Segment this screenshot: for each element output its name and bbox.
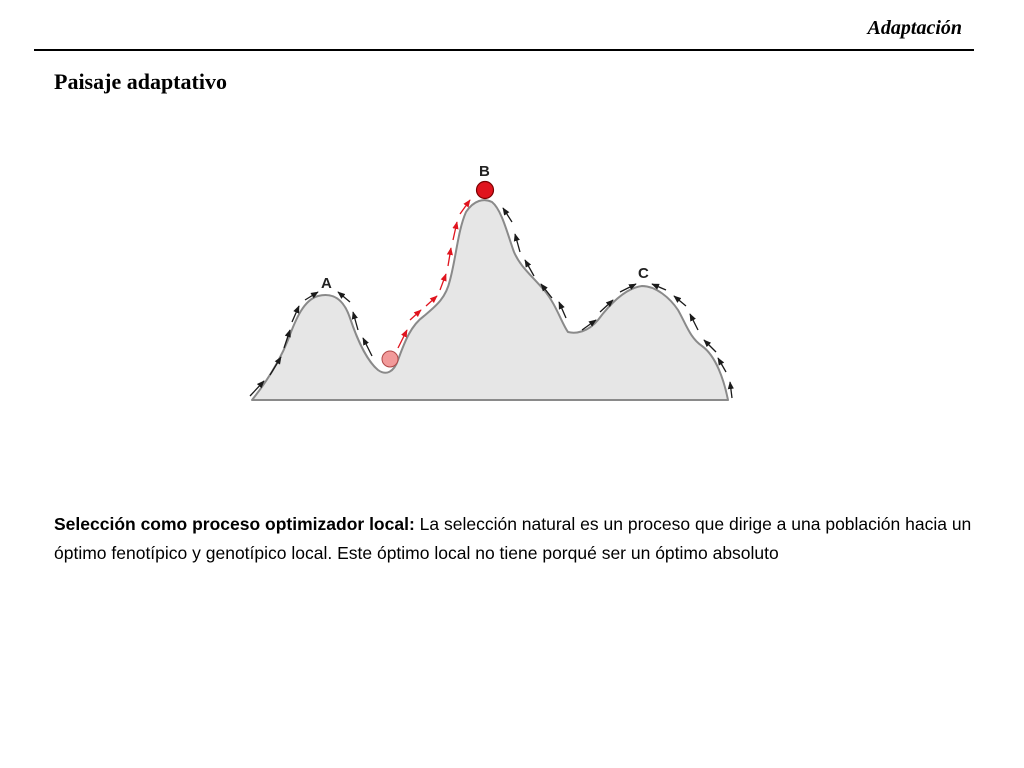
arrow-c-right-2 xyxy=(674,296,686,306)
adaptive-landscape-figure xyxy=(240,150,740,410)
body-text: La selección natural es un proceso que dirige a una población hacia un óptimo fenotípico y genotípico local. Este óptimo local no tiene porqué ser un óptimo absoluto xyxy=(54,514,972,563)
population-start-marker xyxy=(382,351,398,367)
arrow-b-right-1 xyxy=(503,208,512,222)
peak-label-c: C xyxy=(638,265,649,282)
slide-title: Paisaje adaptativo xyxy=(54,69,227,94)
body-lead: Selección como proceso optimizador local: xyxy=(54,514,415,534)
header-title: Adaptación xyxy=(867,17,962,39)
arrow-b-red-3 xyxy=(426,296,437,306)
arrow-b-red-2 xyxy=(410,310,421,320)
arrow-b-red-5 xyxy=(448,248,451,266)
landscape-terrain xyxy=(252,200,728,400)
peak-label-a: A xyxy=(321,275,332,292)
arrow-c-right-3 xyxy=(690,314,698,330)
population-end-marker xyxy=(477,182,494,199)
peak-label-b: B xyxy=(479,163,490,180)
arrow-b-red-4 xyxy=(440,274,446,290)
arrow-c-right-6 xyxy=(730,382,732,398)
body-paragraph xyxy=(54,510,984,568)
arrow-b-red-6 xyxy=(453,222,457,240)
header-divider xyxy=(34,49,974,51)
arrow-b-right-2 xyxy=(515,234,520,252)
